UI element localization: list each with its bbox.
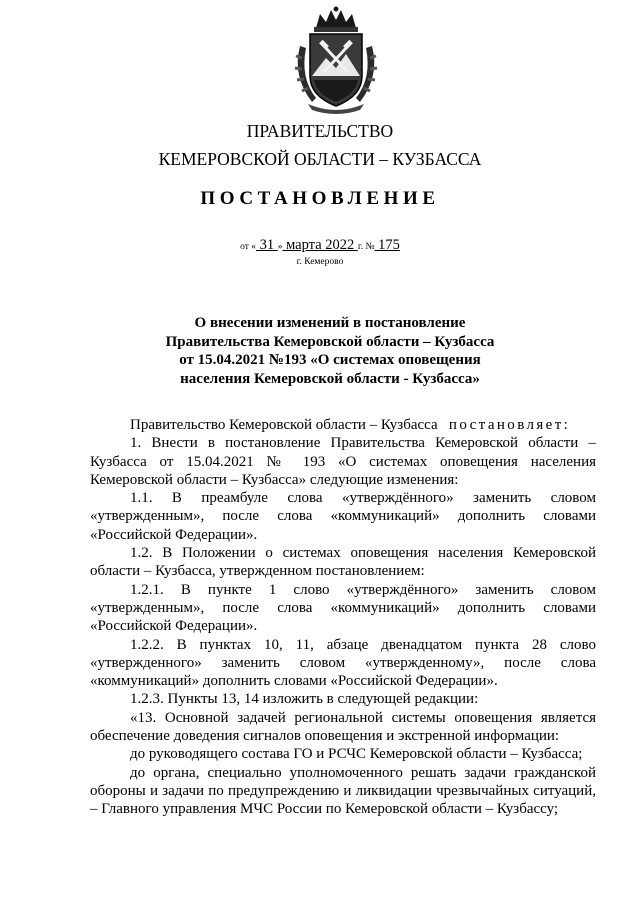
document-subject: [150, 314, 510, 388]
document-body: [90, 416, 596, 819]
paragraph-1-2-3: 1.2.3. Пункты 13, 14 изложить в следующей редакции:: [130, 691, 479, 708]
intro-paragraph: [90, 416, 596, 434]
city: г. Кемерово: [296, 257, 344, 267]
paragraph-13: «13. Основной задачей региональной системы оповещения является обеспечение доведения сигналов оповещения и экстренной информации:: [90, 709, 596, 745]
date-line: [0, 237, 640, 254]
org-name-line1: ПРАВИТЕЛЬСТВО: [246, 121, 394, 141]
kuzbass-coat-of-arms-icon: [290, 6, 382, 114]
subject-line: от 15.04.2021 №193 «О системах оповещения: [179, 352, 481, 368]
subject-line: населения Кемеровской области - Кузбасса»: [180, 370, 480, 387]
subject-line: Правительства Кемеровской области – Кузбасса: [165, 333, 495, 350]
paragraph-13-a: до руководящего состава ГО и РСЧС Кемеровской области – Кузбасса;: [130, 746, 583, 763]
org-name-line2: КЕМЕРОВСКОЙ ОБЛАСТИ – КУЗБАССА: [158, 149, 482, 169]
paragraph-1: 1. Внести в постановление Правительства Кемеровской области – Кузбасса от 15.04.2021 № 193 «О системах оповещения населения Кемеровской области – Кузбасса» следующие изменения:: [90, 435, 596, 488]
paragraph-1-1: 1.1. В преамбуле слова «утверждённого» заменить словом «утвержденным», после слова «коммуникаций» дополнить словами «Российской Федерации».: [90, 490, 596, 543]
paragraph-13-b: до органа, специально уполномоченного решать задачи гражданской обороны и задачи по предупреждению и ликвидации чрезвычайных ситуаций, – Главного управления МЧС России по Кемеровской области – Кузбассу;: [90, 764, 596, 818]
paragraph-1-2-2: 1.2.2. В пунктах 10, 11, абзаце двенадцатом пункта 28 слово «утвержденного» заменить словом «утвержденному», после слова «коммуникаций» дополнить словами «Российской Федерации».: [90, 636, 596, 690]
date-month-year: марта 2022: [282, 237, 358, 253]
paragraph-1-2: 1.2. В Положении о системах оповещения населения Кемеровской области – Кузбасса, утвержденном постановлением:: [90, 545, 596, 580]
document-number: 175: [374, 237, 400, 253]
date-prefix: от «: [240, 242, 256, 252]
date-day: 31: [255, 237, 278, 253]
number-prefix: г. №: [357, 242, 375, 252]
subject-line: О внесении изменений в постановление: [194, 315, 466, 331]
intro-text: Правительство Кемеровской области – Кузбасса: [130, 417, 438, 433]
date-sep: »: [277, 242, 283, 252]
paragraph-1-2-1: 1.2.1. В пункте 1 слово «утверждённого» заменить словом «утвержденным», после слова «коммуникаций» дополнить словами «Российской Федерации».: [90, 581, 596, 635]
document-type: ПОСТАНОВЛЕНИЕ: [200, 188, 440, 209]
intro-resolves: постановляет:: [448, 417, 571, 433]
